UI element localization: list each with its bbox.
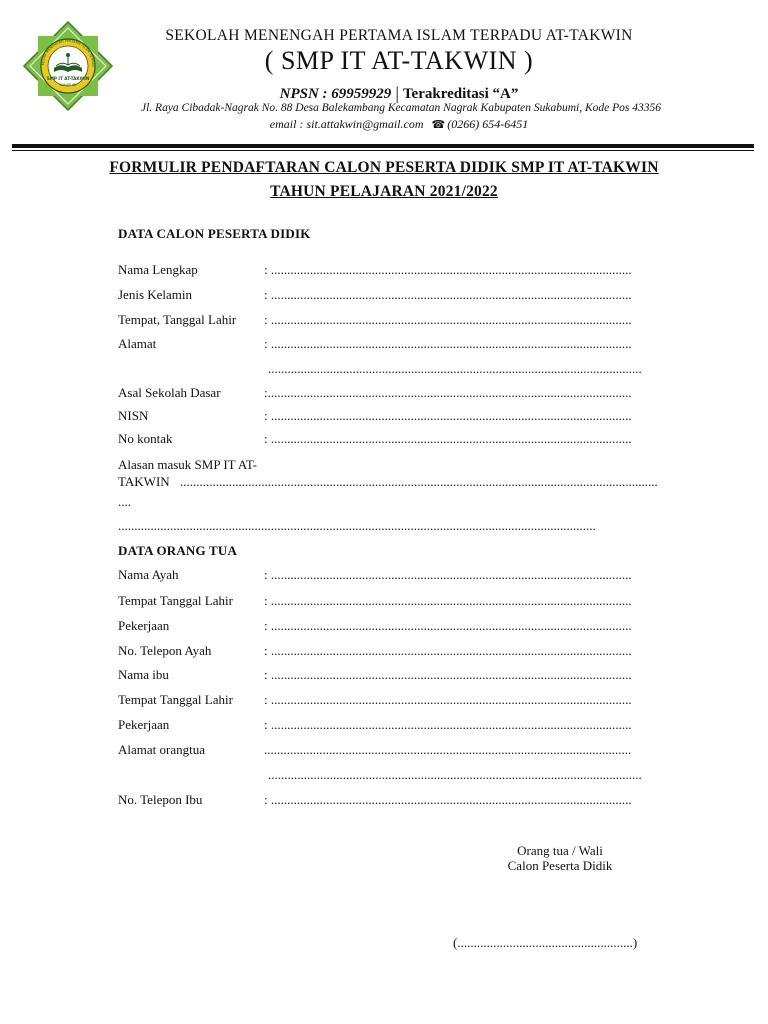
field-label-reason: Alasan masuk SMP IT AT-	[118, 457, 257, 472]
field-label-nisn: NISN	[118, 408, 149, 423]
field-input-mother-name: : ...............................................................................................................	[264, 667, 632, 682]
field-input-full-name: : ...............................................................................................................	[264, 262, 632, 277]
npsn-number: NPSN : 69959929	[279, 86, 392, 102]
field-label-reason-cont: TAKWIN	[118, 474, 170, 489]
field-label-father-name: Nama Ayah	[118, 567, 179, 582]
school-abbreviation: ( SMP IT AT-TAKWIN )	[264, 46, 534, 75]
field-input-gender: : ...............................................................................................................	[264, 287, 632, 302]
logo-ring-text: KOLAH MENENGAH PERTAMA ISLAM TERPAD	[40, 38, 96, 68]
field-label-father-phone: No. Telepon Ayah	[118, 643, 212, 658]
header-divider-thin	[12, 150, 754, 151]
form-title: FORMULIR PENDAFTARAN CALON PESERTA DIDIK SMP IT AT-TAKWIN	[109, 159, 659, 176]
signature-name-line: (......................................................)	[453, 935, 638, 950]
signature-role-line2: Calon Peserta Didik	[507, 858, 613, 873]
npsn-accreditation	[120, 82, 678, 103]
school-crest-icon	[22, 20, 114, 112]
field-input-father-birth: : ...............................................................................................................	[264, 593, 632, 608]
field-label-birth-place-date: Tempat, Tanggal Lahir	[118, 312, 237, 327]
field-label-father-job: Pekerjaan	[118, 618, 170, 633]
field-input-contact: : ...............................................................................................................	[264, 431, 632, 446]
field-input-mother-birth: : ...............................................................................................................	[264, 692, 632, 707]
header-divider-thick	[12, 144, 754, 148]
field-label-contact: No kontak	[118, 431, 173, 446]
field-input-nisn: : ...............................................................................................................	[264, 408, 632, 423]
logo-center-text: SMP IT AT-TAKWIN	[46, 76, 90, 81]
header-separator: |	[395, 83, 399, 103]
academic-year-title: TAHUN PELAJARAN 2021/2022	[270, 183, 498, 200]
field-input-address-continuation: ...................................................................................................................	[268, 361, 642, 376]
signature-role-line1: Orang tua / Wali	[517, 843, 603, 858]
field-input-mother-job: : ...............................................................................................................	[264, 717, 632, 732]
field-input-parent-address: .................................................................................................................	[264, 742, 632, 757]
field-label-parent-address: Alamat orangtua	[118, 742, 205, 757]
field-input-father-phone: : ...............................................................................................................	[264, 643, 632, 658]
field-label-mother-birth: Tempat Tanggal Lahir	[118, 692, 233, 707]
field-label-mother-name: Nama ibu	[118, 667, 169, 682]
logo-bottom-text: SUKABUMI	[59, 83, 77, 87]
field-label-full-name: Nama Lengkap	[118, 262, 198, 277]
phone-icon: ☎	[431, 119, 446, 131]
field-input-address: : ...............................................................................................................	[264, 336, 632, 351]
field-input-mother-phone: : ...............................................................................................................	[264, 792, 632, 807]
field-label-address: Alamat	[118, 336, 157, 351]
school-name: SEKOLAH MENENGAH PERTAMA ISLAM TERPADU AT-TAKWIN	[165, 27, 633, 44]
field-label-mother-phone: No. Telepon Ibu	[118, 792, 203, 807]
field-input-reason-wrap: ....	[118, 494, 131, 509]
field-input-elementary-school: :................................................................................................................	[264, 385, 632, 400]
field-input-father-name: : ...............................................................................................................	[264, 567, 632, 582]
school-email: email : sit.attakwin@gmail.com	[269, 117, 424, 131]
field-input-reason-line2: ...................................................................................................................................................	[118, 518, 596, 533]
school-address: Jl. Raya Cibadak-Nagrak No. 88 Desa Balekambang Kecamatan Nagrak Kabupaten Sukabumi, Kode Pos 43356	[141, 102, 661, 114]
field-label-father-birth: Tempat Tanggal Lahir	[118, 593, 233, 608]
field-label-mother-job: Pekerjaan	[118, 717, 170, 732]
field-input-birth-place-date: : ...............................................................................................................	[264, 312, 632, 327]
accreditation: Terakreditasi “A”	[402, 86, 519, 102]
field-label-gender: Jenis Kelamin	[118, 287, 193, 302]
school-phone: (0266) 654-6451	[447, 117, 529, 131]
section-heading-student: DATA CALON PESERTA DIDIK	[118, 226, 311, 241]
field-label-elementary-school: Asal Sekolah Dasar	[118, 385, 221, 400]
section-heading-parents: DATA ORANG TUA	[118, 543, 238, 558]
field-input-parent-address-continuation: ...................................................................................................................	[268, 767, 642, 782]
contact-line	[120, 117, 678, 132]
field-input-father-job: : ...............................................................................................................	[264, 618, 632, 633]
field-input-reason: ...................................................................................................................................................	[180, 474, 658, 489]
